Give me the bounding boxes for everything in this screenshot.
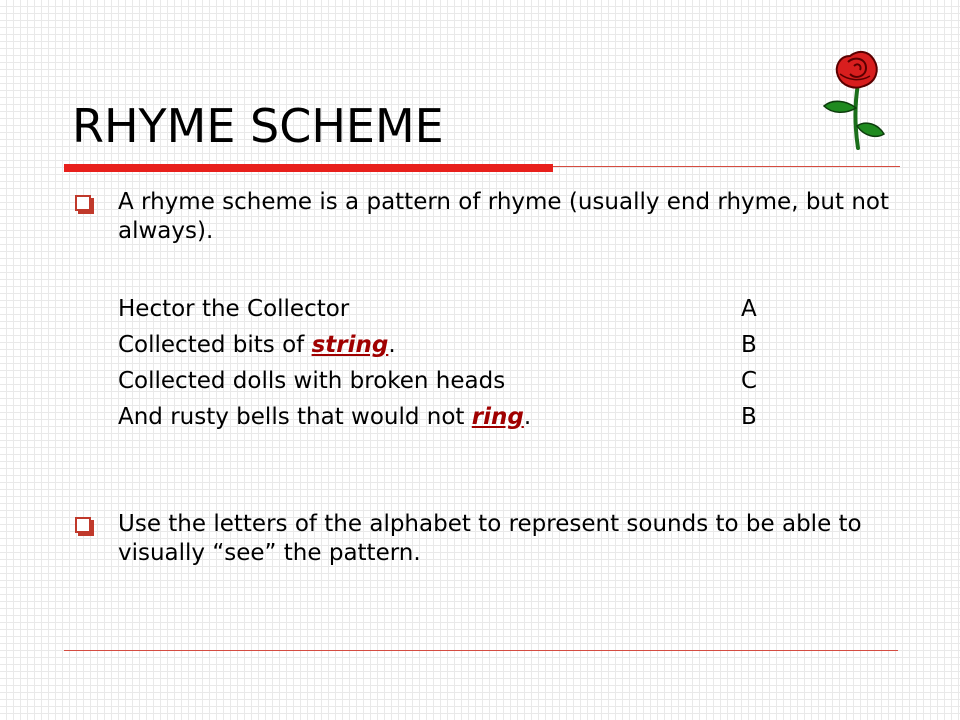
- poem-line: [118, 291, 798, 327]
- poem-line-text: And rusty bells that would not: [118, 404, 472, 430]
- rhyme-word: ring: [471, 404, 524, 430]
- bullet-text: A rhyme scheme is a pattern of rhyme (usually end rhyme, but not always).: [118, 189, 890, 244]
- poem-line-text: Collected bits of: [118, 332, 312, 358]
- rhyme-letter: C: [741, 368, 758, 394]
- title-divider: [553, 166, 900, 167]
- rhyme-letter: B: [741, 332, 757, 358]
- bullet-square-icon: [75, 195, 91, 211]
- poem-line-text: Hector the Collector: [118, 296, 350, 322]
- poem-line: [118, 363, 798, 399]
- slide-title: RHYME SCHEME: [72, 99, 444, 153]
- bottom-divider: [64, 650, 898, 651]
- poem-line-punctuation: .: [523, 404, 532, 430]
- poem-line-punctuation: .: [388, 332, 396, 358]
- poem-line: [118, 327, 798, 363]
- rhyme-word: string: [311, 332, 389, 358]
- rhyme-letter: A: [741, 296, 757, 322]
- poem-line: [118, 399, 798, 435]
- rose-icon: [818, 44, 898, 152]
- rhyme-letter: B: [741, 404, 757, 430]
- bullet-text: Use the letters of the alphabet to represent sounds to be able to visually “see” the pattern.: [118, 511, 862, 566]
- poem-block: [118, 291, 798, 435]
- title-accent-bar: [64, 164, 553, 172]
- poem-line-text: Collected dolls with broken heads: [118, 368, 506, 394]
- bullet-square-icon: [75, 517, 91, 533]
